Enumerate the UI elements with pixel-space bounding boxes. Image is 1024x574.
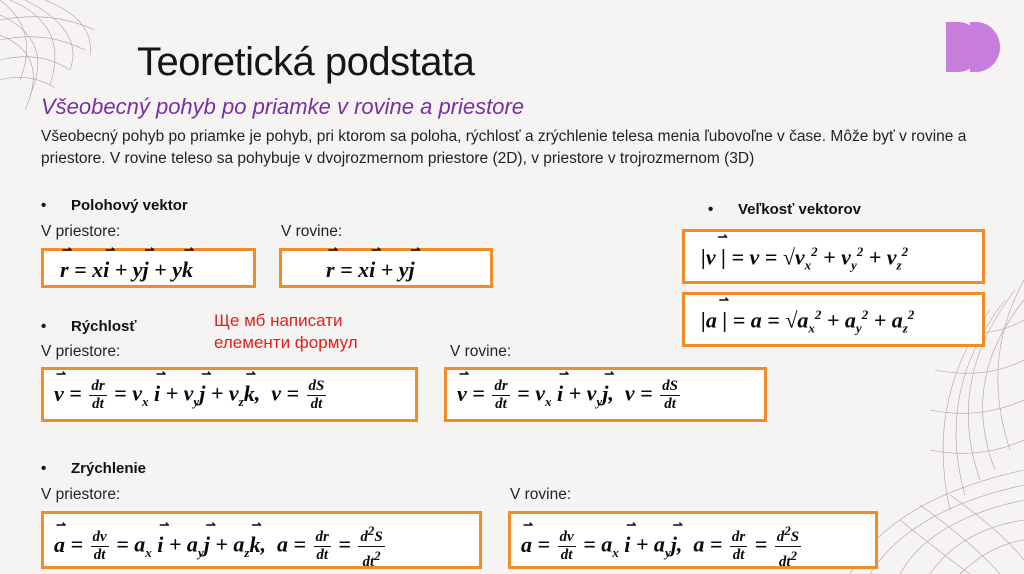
velocity-plane-formula: v ⇀ = $\frac{dr}{dt}$ = $v_x$ i ⇀ + $v_yj$ ⇀, v = $\frac{dS}{dt}$	[444, 367, 767, 422]
acceleration-heading: • Zrýchlenie	[41, 460, 147, 477]
position-vector-heading: • Polohový vektor	[41, 197, 188, 214]
position-plane-formula: r ⇀ = xi ⇀ + yj ⇀	[279, 248, 493, 288]
velocity-plane-label: V rovine:	[450, 343, 512, 360]
page-title: Teoretická podstata	[137, 40, 475, 84]
acceleration-plane-label: V rovine:	[510, 486, 572, 503]
acceleration-space-label: V priestore:	[41, 486, 121, 503]
intro-paragraph: Všeobecný pohyb po priamke je pohyb, pri ktorom sa poloha, rýchlosť a zrýchlenie telesa menia ľubovoľne v čase. Môže byť v rovine a priestore. V rovine teleso sa pohybuje v dvojrozmernom priestore (2D), v priestore v trojrozmernom (3D)	[41, 128, 967, 167]
page-subtitle: Všeobecný pohyb po priamke v rovine a priestore	[41, 94, 525, 119]
acceleration-plane-formula: a ⇀ = $\frac{dv}{dt}$ = $a_x$ i ⇀ + $a_yj$ ⇀, a = $\frac{dr}{dt}$ = $\frac{d^2S}{dt^2}$	[508, 511, 878, 569]
velocity-space-formula: v ⇀ = $\frac{dr}{dt}$ = $v_x$ i ⇀ + $v_yj$ ⇀ + $v_zk$ ⇀, v = $\frac{dS}{dt}$	[41, 367, 418, 422]
position-space-formula: r ⇀ = xi ⇀ + yj ⇀ + yk ⇀	[41, 248, 256, 288]
acceleration-magnitude-formula: |a ⇀ | = $a = √a_x^2 + a_y^2 + a_z^2$	[682, 292, 985, 347]
position-plane-label: V rovine:	[281, 223, 343, 240]
magnitude-heading: • Veľkosť vektorov	[708, 201, 862, 218]
velocity-space-label: V priestore:	[41, 343, 121, 360]
velocity-magnitude-formula: |v ⇀ | = $v = √v_x^2 + v_y^2 + v_z^2$	[682, 229, 985, 284]
logo-icon	[944, 22, 1002, 72]
acceleration-space-formula: a ⇀ = $\frac{dv}{dt}$ = $a_x$ i ⇀ + $a_yj$ ⇀ + $a_zk$ ⇀, a = $\frac{dr}{dt}$ = $\frac{d^2S}{dt^2}$	[41, 511, 482, 569]
velocity-heading: • Rýchlosť	[41, 318, 137, 335]
position-space-label: V priestore:	[41, 223, 121, 240]
note-text: Ще мб написати елементи формул	[214, 311, 358, 352]
